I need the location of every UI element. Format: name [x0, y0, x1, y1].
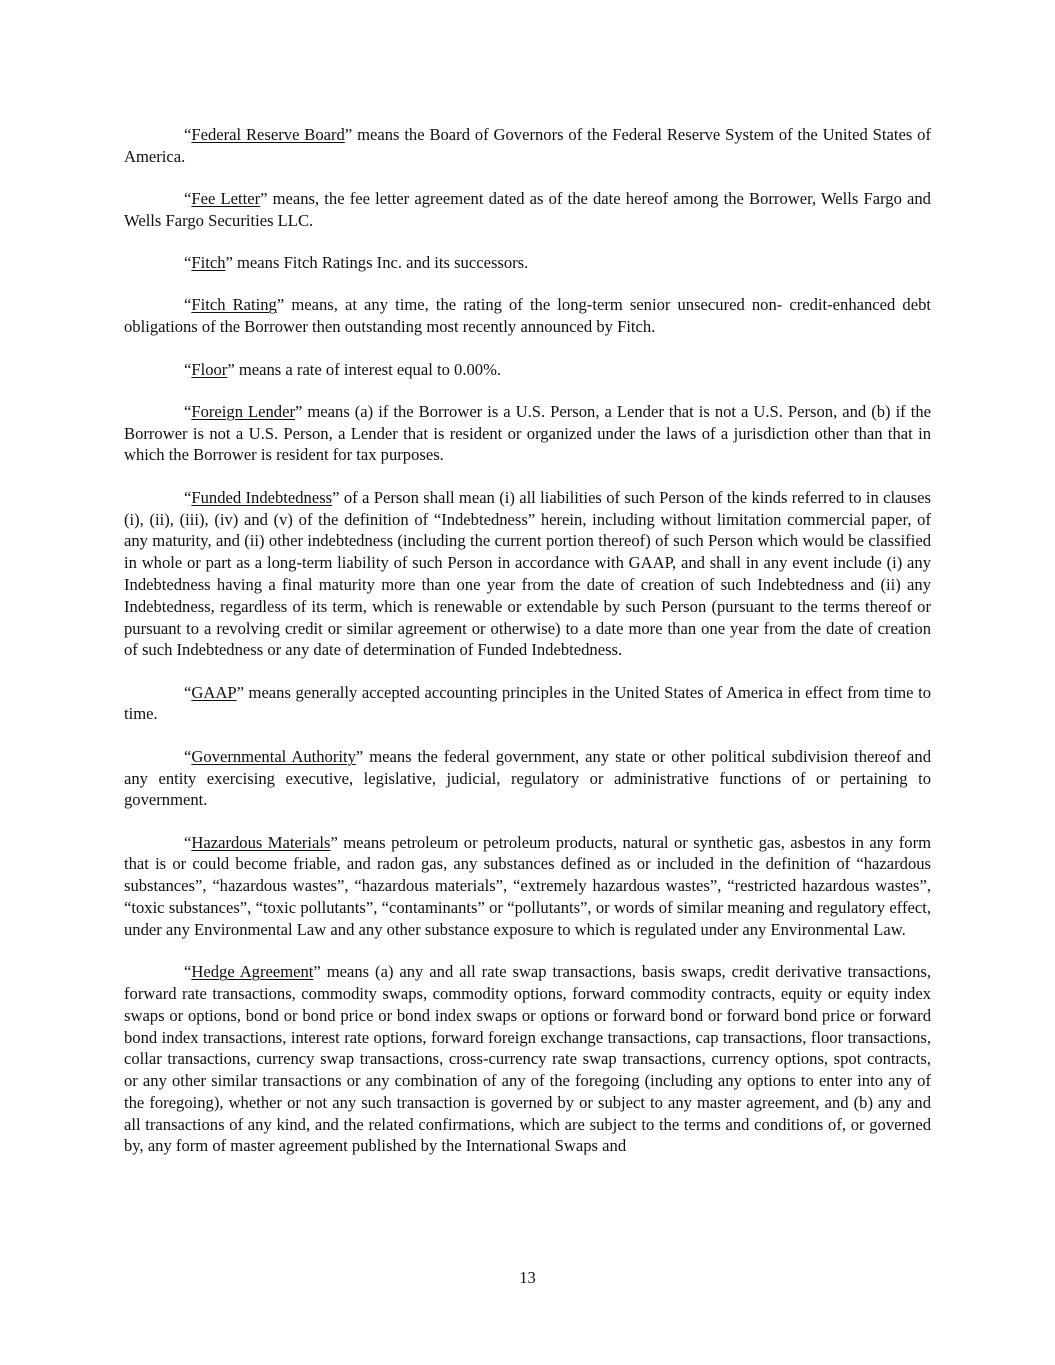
definition-text: means Fitch Ratings Inc. and its successors. [232, 253, 529, 273]
definition-paragraph [124, 832, 931, 941]
definition-paragraph [124, 188, 931, 232]
quote-close: ” [313, 962, 321, 982]
defined-term: Funded Indebtedness [191, 487, 333, 507]
quote-close: ” [225, 253, 233, 273]
quote-close: ” [236, 682, 244, 702]
quote-open: “ [184, 962, 192, 982]
definition-text: means, at any time, the rating of the long-term senior unsecured non- credit-enhanced debt obligations of the Borrower then outstanding most recently announced by Fitch. [124, 295, 932, 337]
definition-text: means petroleum or petroleum products, natural or synthetic gas, asbestos in any form that is or could become friable, and radon gas, any substances defined as or included in the definition of “hazardous substances”, “hazardous wastes”, “hazardous materials”, “extremely hazardous wastes”, “restricted hazardous wastes”, “toxic substances”, “toxic pollutants”, “contaminants” or “pollutants”, or words of similar meaning and regulatory effect, under any Environmental Law and any other substance exposure to which is regulated under any Environmental Law. [124, 832, 931, 939]
document-page [124, 124, 931, 1178]
defined-term: Foreign Lender [191, 401, 295, 421]
defined-term: Floor [191, 359, 228, 379]
defined-term: Hedge Agreement [191, 962, 314, 982]
quote-open: “ [184, 832, 192, 852]
defined-term: Fitch Rating [191, 295, 277, 315]
quote-close: ” [355, 746, 364, 766]
quote-open: “ [184, 746, 192, 766]
defined-term: GAAP [191, 682, 237, 702]
quote-open: “ [184, 189, 192, 209]
definition-paragraph [124, 294, 931, 338]
quote-open: “ [184, 253, 192, 273]
page-number: 13 [519, 1268, 536, 1287]
definition-text: of a Person shall mean (i) all liabilities of such Person of the kinds referred to in clauses (i), (ii), (iii), (iv) and (v) of the definition of “Indebtedness” herein, including without limitation commercial paper, of any maturity, and (ii) other indebtedness (including the current portion thereof) of such Person which would be classified in whole or part as a long-term liability of such Person in accordance with GAAP, and shall in any event include (i) any Indebtedness having a final maturity more than one year from the date of creation of such Indebtedness and (ii) any Indebtedness, regardless of its term, which is renewable or extendable by such Person (pursuant to the terms thereof or pursuant to a revolving credit or similar agreement or otherwise) to a date more than one year from the date of creation of such Indebtedness or any date of determination of Funded Indebtedness. [124, 487, 931, 660]
definition-text: means (a) any and all rate swap transactions, basis swaps, credit derivative transactions, forward rate transactions, commodity swaps, commodity options, forward commodity contracts, equity or equity index swaps or options, bond or bond price or bond index swaps or options or forward bond or forward bond price or forward bond index transactions, interest rate options, forward foreign exchange transactions, cap transactions, floor transactions, collar transactions, currency swap transactions, cross-currency rate swap transactions, currency options, spot contracts, or any other similar transactions or any combination of any of the foregoing (including any options to enter into any of the foregoing), whether or not any such transaction is governed by or subject to any master agreement, and (b) any and all transactions of any kind, and the related confirmations, which are subject to the terms and conditions of, or governed by, any form of master agreement published by the International Swaps and [124, 962, 931, 1156]
quote-open: “ [184, 295, 192, 315]
defined-term: Fitch [191, 253, 226, 273]
definition-text: means a rate of interest equal to 0.00%. [234, 359, 502, 379]
definition-text: means generally accepted accounting principles in the United States of America in effect from time to time. [124, 682, 931, 724]
quote-close: ” [344, 125, 353, 144]
quote-open: “ [184, 125, 192, 144]
definition-paragraph [124, 124, 931, 168]
quote-open: “ [184, 401, 192, 421]
quote-close: ” [295, 401, 303, 421]
quote-close: ” [227, 359, 235, 379]
definition-paragraph [124, 252, 931, 274]
definition-paragraph [124, 746, 931, 811]
quote-close: ” [330, 832, 338, 852]
definition-text: means, the fee letter agreement dated as of the date hereof among the Borrower, Wells Fargo and Wells Fargo Securities LLC. [124, 189, 931, 230]
definition-text: means the federal government, any state or other political subdivision thereof and any entity exercising executive, legislative, judicial, regulatory or administrative functions of or pertaining to government. [124, 746, 931, 810]
definition-paragraph [124, 359, 931, 381]
defined-term: Fee Letter [191, 189, 261, 209]
definition-paragraph [124, 401, 931, 466]
quote-close: ” [332, 487, 340, 507]
definition-paragraph [124, 682, 931, 726]
defined-term: Hazardous Materials [191, 832, 331, 852]
defined-term: Governmental Authority [191, 746, 356, 766]
quote-close: ” [276, 295, 285, 315]
defined-term: Federal Reserve Board [191, 125, 345, 144]
quote-open: “ [184, 487, 192, 507]
definition-text: means the Board of Governors of the Federal Reserve System of the United States of America. [124, 125, 931, 166]
quote-close: ” [260, 189, 268, 209]
definition-text: means (a) if the Borrower is a U.S. Person, a Lender that is not a U.S. Person, and (b) if the Borrower is not a U.S. Person, a Lender that is resident or organized under the laws of a jurisdiction other than that in which the Borrower is resident for tax purposes. [124, 401, 931, 465]
quote-open: “ [184, 682, 192, 702]
quote-open: “ [184, 359, 192, 379]
definition-paragraph [124, 487, 931, 661]
definition-paragraph [124, 961, 931, 1157]
